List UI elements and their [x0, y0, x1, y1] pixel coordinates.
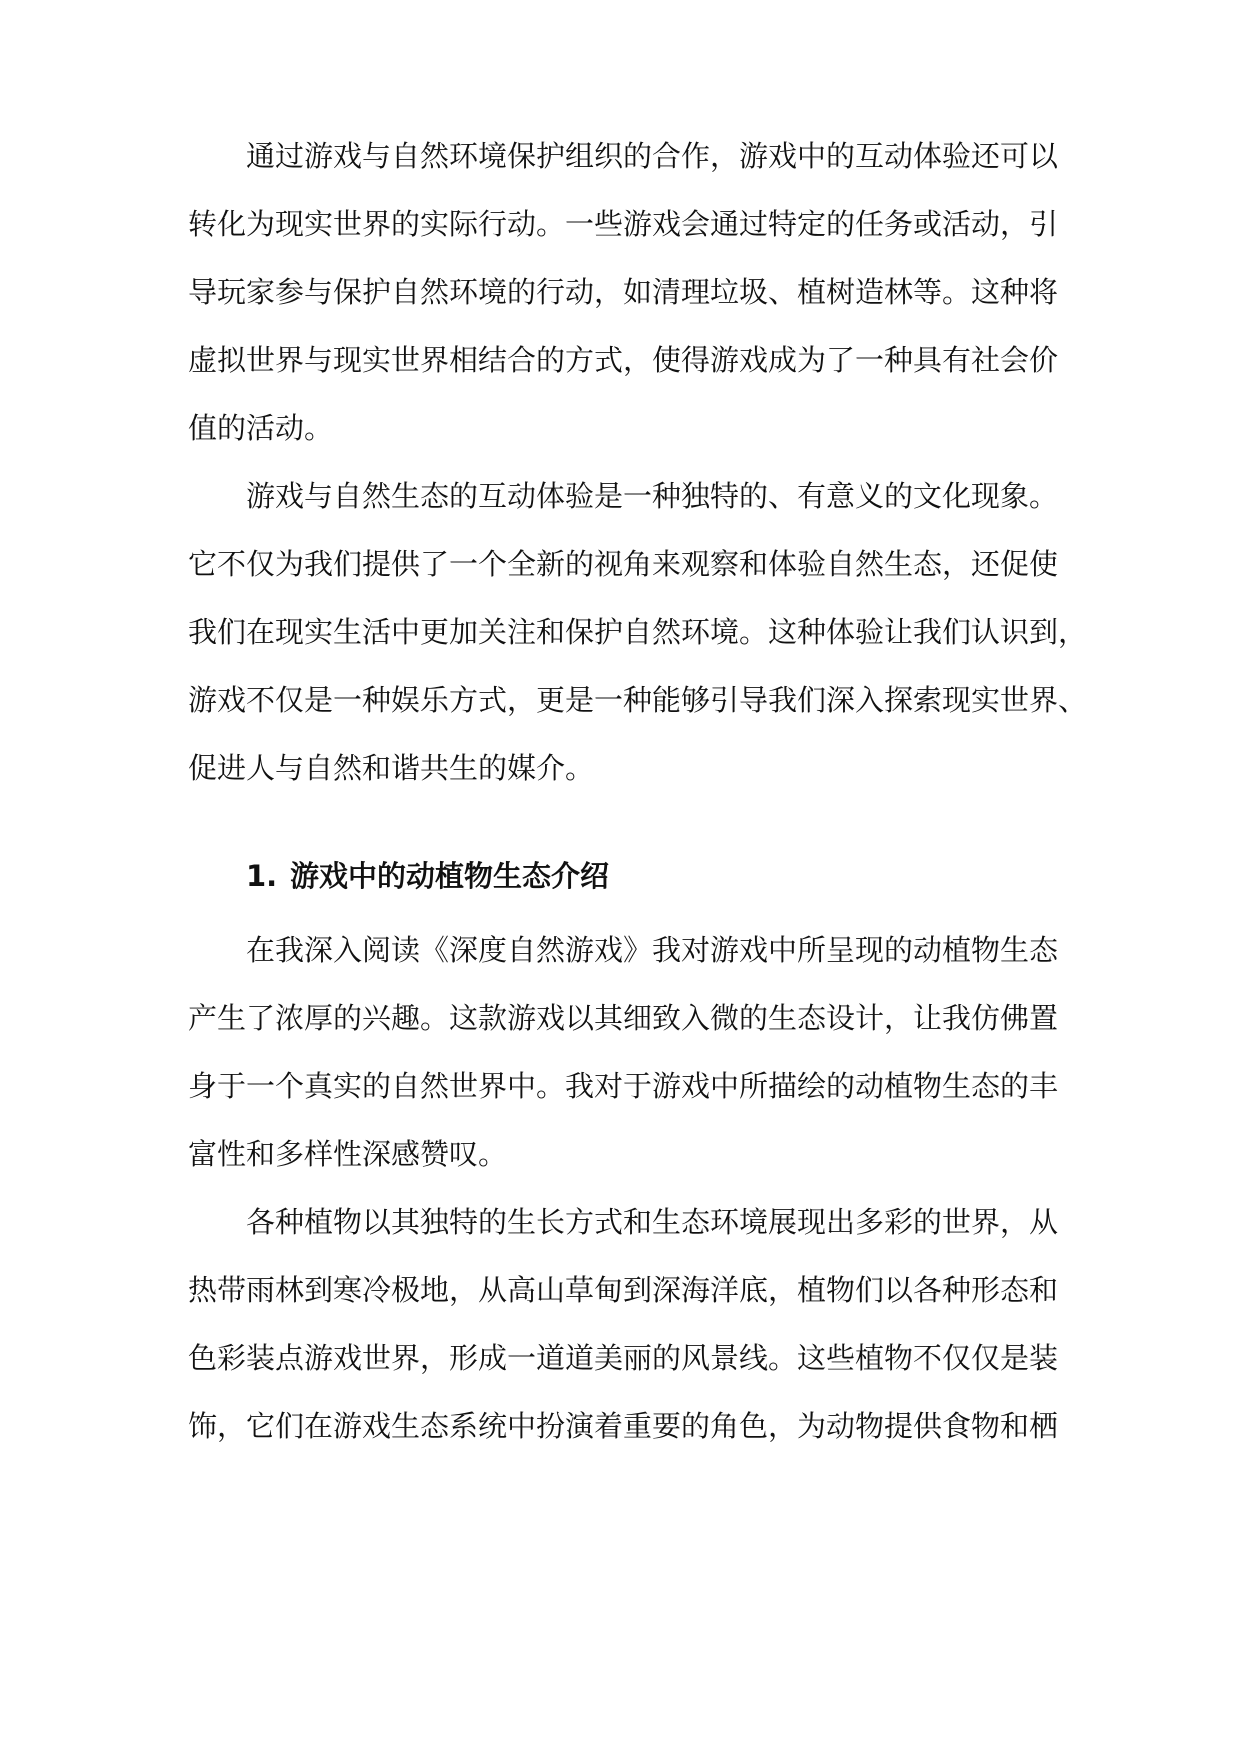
- text-line: 值的活动。: [188, 411, 334, 445]
- text-line: 饰，它们在游戏生态系统中扮演着重要的角色，为动物提供食物和栖: [188, 1409, 1059, 1443]
- text-line: 产生了浓厚的兴趣。这款游戏以其细致入微的生态设计，让我仿佛置: [188, 1001, 1059, 1035]
- text-line: 游戏不仅是一种娱乐方式，更是一种能够引导我们深入探索现实世界、: [188, 683, 1088, 717]
- text-line: 色彩装点游戏世界，形成一道道美丽的风景线。这些植物不仅仅是装: [188, 1341, 1059, 1375]
- section-heading: [246, 856, 609, 896]
- text-line: 富性和多样性深感赞叹。: [188, 1137, 508, 1171]
- text-line: 身于一个真实的自然世界中。我对于游戏中所描绘的动植物生态的丰: [188, 1069, 1059, 1103]
- section-number: 1.: [246, 859, 278, 893]
- section-title: 游戏中的动植物生态介绍: [290, 859, 610, 893]
- text-line: 游戏与自然生态的互动体验是一种独特的、有意义的文化现象。: [246, 479, 1059, 513]
- text-line: 在我深入阅读《深度自然游戏》我对游戏中所呈现的动植物生态: [246, 933, 1059, 967]
- text-line: 它不仅为我们提供了一个全新的视角来观察和体验自然生态，还促使: [188, 547, 1059, 581]
- text-line: 我们在现实生活中更加关注和保护自然环境。这种体验让我们认识到，: [188, 615, 1088, 649]
- text-line: 通过游戏与自然环境保护组织的合作，游戏中的互动体验还可以: [246, 139, 1059, 173]
- text-line: 各种植物以其独特的生长方式和生态环境展现出多彩的世界，从: [246, 1205, 1059, 1239]
- text-line: 虚拟世界与现实世界相结合的方式，使得游戏成为了一种具有社会价: [188, 343, 1059, 377]
- text-line: 导玩家参与保护自然环境的行动，如清理垃圾、植树造林等。这种将: [188, 275, 1059, 309]
- text-line: 促进人与自然和谐共生的媒介。: [188, 751, 595, 785]
- text-line: 热带雨林到寒冷极地，从高山草甸到深海洋底，植物们以各种形态和: [188, 1273, 1059, 1307]
- text-line: 转化为现实世界的实际行动。一些游戏会通过特定的任务或活动，引: [188, 207, 1059, 241]
